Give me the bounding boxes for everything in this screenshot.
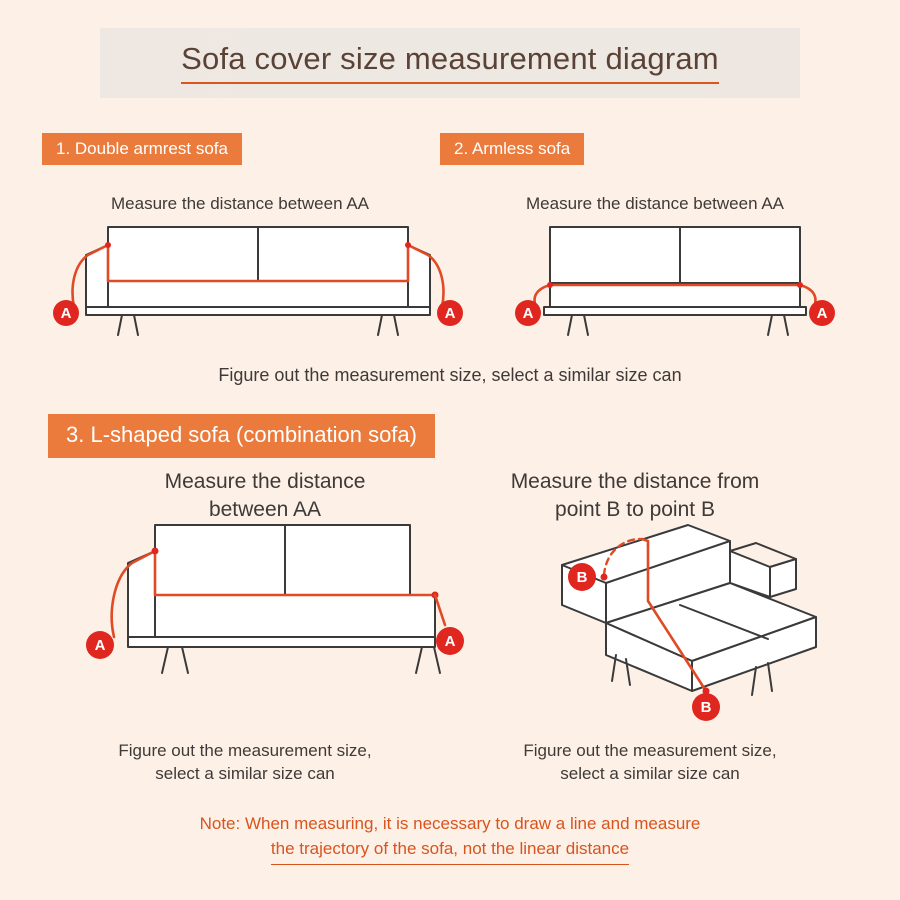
svg-text:A: A [444,305,456,322]
figure-double-armrest-sofa [30,215,460,345]
caption-lshaped-right-line2: point B to point B [555,498,715,522]
section-tag-double-armrest: 1. Double armrest sofa [42,133,242,165]
svg-text:B: B [576,569,588,586]
measuring-note-line1: Note: When measuring, it is necessary to draw a line and measure [199,814,701,833]
footer-lshaped-right-line1: Figure out the measurement size, [523,741,777,760]
svg-text:A: A [60,305,72,322]
svg-text:A: A [522,305,534,322]
marker-a-right [809,300,835,326]
marker-a-right [436,627,464,655]
marker-a-left [86,631,114,659]
caption-armless: Measure the distance between AA [526,194,784,213]
marker-b-upper [568,563,596,591]
marker-a-right [437,300,463,326]
section-tag-lshaped: 3. L-shaped sofa (combination sofa) [48,414,435,458]
svg-text:B: B [700,699,712,716]
marker-b-lower [692,693,720,721]
figure-lshaped-sofa-aa [40,515,480,705]
section-tag-armless: 2. Armless sofa [440,133,584,165]
middle-note: Figure out the measurement size, select a similar size can [218,365,682,385]
footer-lshaped-left-line1: Figure out the measurement size, [118,741,372,760]
marker-a-left [53,300,79,326]
footer-lshaped-left [50,740,440,786]
figure-armless-sofa [500,215,880,345]
caption-lshaped-right-line1: Measure the distance from [510,470,760,493]
marker-a-left [515,300,541,326]
footer-lshaped-right-line2: select a similar size can [560,763,740,783]
svg-text:A: A [816,305,828,322]
svg-text:A: A [94,637,106,654]
page-title: Sofa cover size measurement diagram [181,42,719,84]
caption-double-armrest: Measure the distance between AA [111,194,369,213]
svg-text:A: A [444,633,456,650]
measuring-note [140,812,760,865]
footer-lshaped-left-line2: select a similar size can [155,763,335,783]
figure-lshaped-sofa-bb [520,505,850,735]
title-banner [100,28,800,98]
caption-lshaped-left-line2: between AA [208,498,322,522]
footer-lshaped-right [450,740,850,786]
caption-lshaped-left-line1: Measure the distance [164,470,366,493]
measuring-note-line2: the trajectory of the sofa, not the linear distance [271,837,629,866]
